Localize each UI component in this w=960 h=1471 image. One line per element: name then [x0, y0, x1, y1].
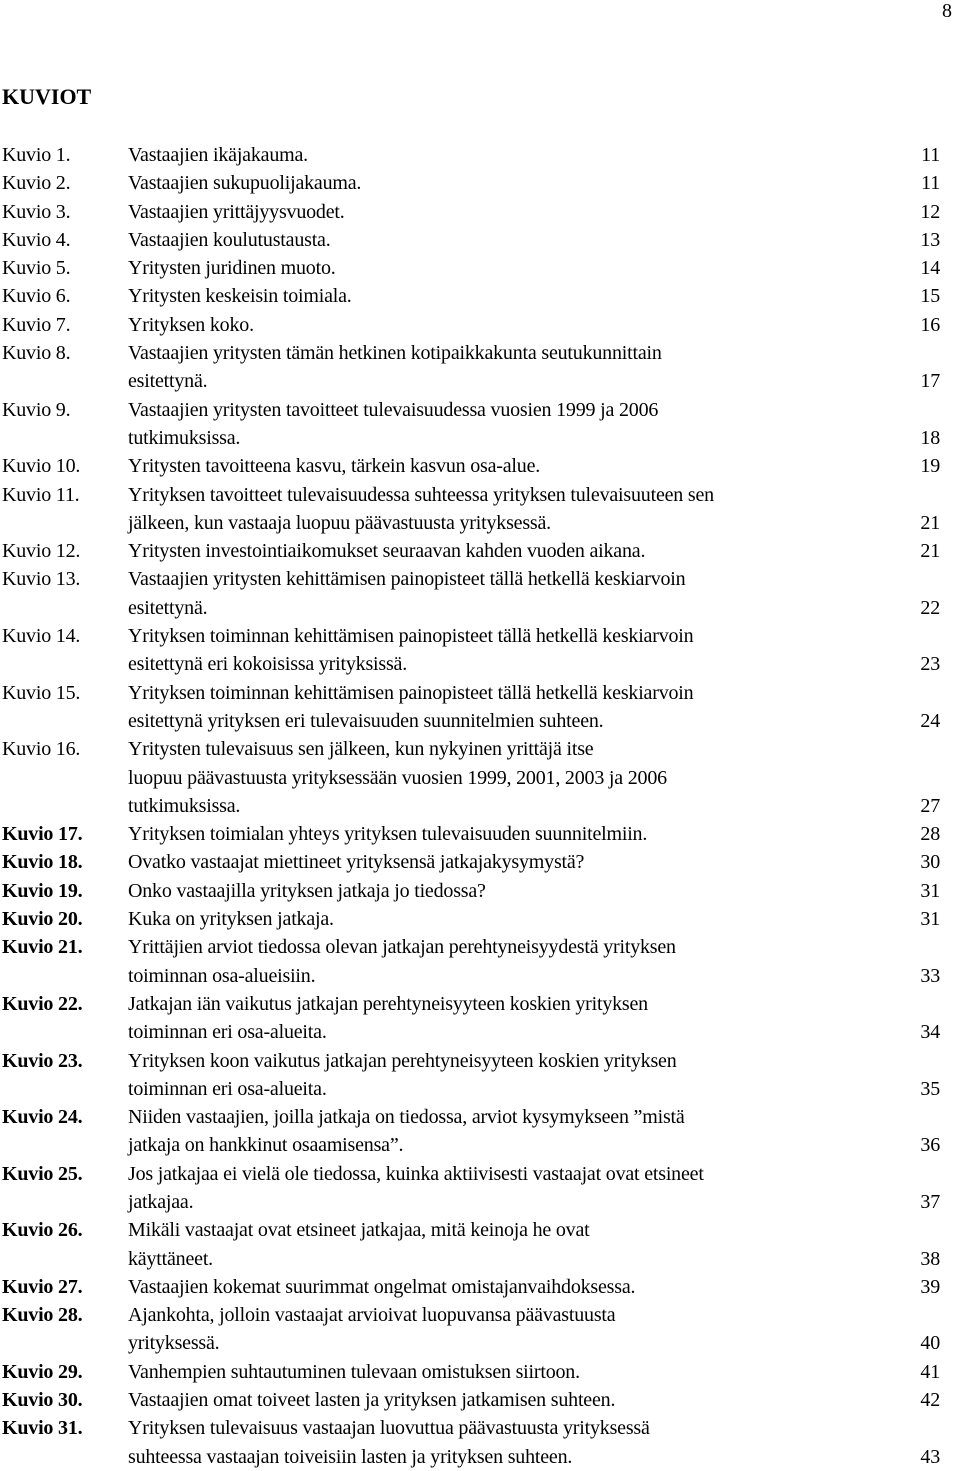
caption-text: Jatkajan iän vaikutus jatkajan perehtyneisyyteen koskien yrityksen	[128, 992, 648, 1015]
list-item	[2, 1386, 940, 1414]
list-item	[2, 679, 940, 736]
list-item	[2, 282, 940, 310]
list-item	[2, 169, 940, 197]
page-reference: 22	[920, 596, 940, 619]
page-reference: 19	[920, 455, 940, 478]
caption-line	[128, 764, 940, 792]
caption-line	[128, 594, 940, 622]
figure-label: Kuvio 16.	[2, 738, 81, 761]
caption-line	[128, 311, 940, 339]
list-item	[2, 452, 940, 480]
list-item	[2, 141, 940, 169]
page-reference: 23	[920, 653, 940, 676]
page-reference: 36	[920, 1134, 940, 1157]
figure-caption	[128, 990, 940, 1047]
figure-label: Kuvio 7.	[2, 313, 71, 336]
caption-line	[128, 962, 940, 990]
caption-text: Yrityksen toiminnan kehittämisen painopisteet tällä hetkellä keskiarvoin	[128, 625, 694, 648]
caption-text: käyttäneet.	[128, 1247, 213, 1270]
caption-text: Yrityksen toiminnan kehittämisen painopisteet tällä hetkellä keskiarvoin	[128, 681, 694, 704]
caption-text: esitettynä eri kokoisissa yrityksissä.	[128, 653, 408, 676]
caption-text: Vastaajien ikäjakauma.	[128, 144, 308, 166]
list-item	[2, 1358, 940, 1386]
list-item	[2, 877, 940, 905]
caption-text: Yrityksen toimialan yhteys yrityksen tulevaisuuden suunnitelmiin.	[128, 823, 648, 846]
list-item	[2, 622, 940, 679]
caption-text: suhteessa vastaajan toiveisiin lasten ja yrityksen suhteen.	[128, 1445, 573, 1468]
list-item	[2, 1301, 940, 1358]
caption-text: toiminnan eri osa-alueita.	[128, 1021, 327, 1044]
figure-caption	[128, 1160, 940, 1217]
list-item	[2, 537, 940, 565]
figure-label: Kuvio 17.	[2, 823, 83, 846]
list-item	[2, 990, 940, 1047]
figure-caption	[128, 481, 940, 538]
caption-line	[128, 1414, 940, 1442]
page-reference: 40	[920, 1332, 940, 1355]
figure-label: Kuvio 29.	[2, 1360, 83, 1383]
caption-line	[128, 1386, 940, 1414]
figure-label: Kuvio 10.	[2, 455, 81, 478]
caption-line	[128, 1131, 940, 1159]
caption-line	[128, 679, 940, 707]
caption-text: tutkimuksissa.	[128, 794, 241, 817]
figure-label: Kuvio 9.	[2, 398, 71, 421]
caption-line	[128, 735, 940, 763]
figure-caption	[128, 1103, 940, 1160]
caption-text: toiminnan osa-alueisiin.	[128, 964, 316, 987]
figure-label: Kuvio 31.	[2, 1417, 83, 1440]
caption-text: tutkimuksissa.	[128, 426, 241, 449]
figure-label: Kuvio 6.	[2, 285, 71, 308]
list-item	[2, 1273, 940, 1301]
caption-text: Vastaajien yrittäjyysvuodet.	[128, 200, 345, 223]
figure-caption	[128, 1386, 940, 1414]
figure-caption	[128, 254, 940, 282]
list-item	[2, 1414, 940, 1471]
figure-caption	[128, 905, 940, 933]
caption-text: esitettynä yrityksen eri tulevaisuuden suunnitelmien suhteen.	[128, 709, 604, 732]
caption-line	[128, 1188, 940, 1216]
page-reference: 34	[920, 1021, 940, 1044]
caption-line	[128, 707, 940, 735]
caption-line	[128, 339, 940, 367]
figure-label: Kuvio 21.	[2, 936, 83, 959]
caption-text: Vastaajien yritysten tavoitteet tulevaisuudessa vuosien 1999 ja 2006	[128, 398, 659, 421]
caption-line	[128, 481, 940, 509]
caption-line	[128, 792, 940, 820]
page-reference: 41	[920, 1360, 940, 1383]
list-item	[2, 198, 940, 226]
caption-text: Yrittäjien arviot tiedossa olevan jatkajan perehtyneisyydestä yrityksen	[128, 936, 676, 959]
page-reference: 31	[920, 879, 940, 902]
caption-text: Vastaajien omat toiveet lasten ja yrityksen jatkamisen suhteen.	[128, 1389, 616, 1412]
caption-line	[128, 1075, 940, 1103]
caption-text: Yrityksen tulevaisuus vastaajan luovuttua päävastuusta yrityksessä	[128, 1417, 650, 1440]
figure-label: Kuvio 28.	[2, 1304, 83, 1327]
figure-label: Kuvio 19.	[2, 879, 83, 902]
caption-text: Mikäli vastaajat ovat etsineet jatkajaa, mitä keinoja he ovat	[128, 1219, 590, 1242]
figure-caption	[128, 1301, 940, 1358]
caption-line	[128, 537, 940, 565]
figure-list	[2, 141, 940, 1471]
caption-text: Vastaajien sukupuolijakauma.	[128, 172, 362, 195]
page-reference: 28	[920, 823, 940, 846]
caption-text: esitettynä.	[128, 370, 208, 393]
caption-text: Yrityksen koon vaikutus jatkajan perehtyneisyyteen koskien yrityksen	[128, 1049, 677, 1072]
figure-caption	[128, 452, 940, 480]
figure-label: Kuvio 3.	[2, 200, 71, 223]
figure-caption	[128, 1358, 940, 1386]
figure-label: Kuvio 2.	[2, 172, 71, 195]
list-item	[2, 848, 940, 876]
caption-text: toiminnan eri osa-alueita.	[128, 1077, 327, 1100]
figure-label: Kuvio 11.	[2, 483, 80, 506]
caption-text: Yritysten tavoitteena kasvu, tärkein kasvun osa-alue.	[128, 455, 541, 478]
figure-label: Kuvio 25.	[2, 1162, 83, 1185]
figure-caption	[128, 396, 940, 453]
caption-line	[128, 933, 940, 961]
figure-caption	[128, 848, 940, 876]
caption-line	[128, 905, 940, 933]
page-reference: 30	[920, 851, 940, 874]
caption-line	[128, 396, 940, 424]
caption-text: Yritysten investointiaikomukset seuraavan kahden vuoden aikana.	[128, 540, 646, 563]
list-item	[2, 396, 940, 453]
figure-label: Kuvio 18.	[2, 851, 83, 874]
figure-label: Kuvio 5.	[2, 257, 71, 280]
caption-line	[128, 1358, 940, 1386]
caption-text: Jos jatkajaa ei vielä ole tiedossa, kuinka aktiivisesti vastaajat ovat etsineet	[128, 1162, 704, 1185]
figure-caption	[128, 877, 940, 905]
list-item	[2, 820, 940, 848]
caption-line	[128, 848, 940, 876]
page-reference: 38	[920, 1247, 940, 1270]
caption-text: Vastaajien kokemat suurimmat ongelmat omistajanvaihdoksessa.	[128, 1275, 636, 1298]
list-item	[2, 226, 940, 254]
caption-line	[128, 1018, 940, 1046]
figure-caption	[128, 537, 940, 565]
page-reference: 42	[920, 1389, 940, 1412]
caption-text: Yritysten juridinen muoto.	[128, 257, 336, 280]
caption-line	[128, 990, 940, 1018]
list-item	[2, 1103, 940, 1160]
figure-label: Kuvio 20.	[2, 908, 83, 931]
caption-line	[128, 1216, 940, 1244]
page-reference: 11	[921, 144, 940, 166]
figure-label: Kuvio 1.	[2, 144, 71, 166]
caption-line	[128, 226, 940, 254]
figure-caption	[128, 565, 940, 622]
page-reference: 11	[921, 172, 940, 195]
caption-text: Vastaajien yritysten tämän hetkinen kotipaikkakunta seutukunnittain	[128, 342, 662, 365]
caption-text: Onko vastaajilla yrityksen jatkaja jo tiedossa?	[128, 879, 486, 902]
figure-label: Kuvio 27.	[2, 1275, 83, 1298]
caption-line	[128, 509, 940, 537]
caption-line	[128, 1103, 940, 1131]
list-item	[2, 311, 940, 339]
list-item	[2, 254, 940, 282]
caption-text: Niiden vastaajien, joilla jatkaja on tiedossa, arviot kysymykseen ”mistä	[128, 1106, 685, 1129]
figure-caption	[128, 1273, 940, 1301]
caption-line	[128, 1443, 940, 1471]
caption-line	[128, 198, 940, 226]
figure-label: Kuvio 4.	[2, 228, 71, 251]
caption-line	[128, 1245, 940, 1273]
caption-text: yrityksessä.	[128, 1332, 220, 1355]
list-item	[2, 481, 940, 538]
caption-line	[128, 1329, 940, 1357]
caption-line	[128, 820, 940, 848]
page-reference: 18	[920, 426, 940, 449]
caption-text: jälkeen, kun vastaaja luopuu päävastuusta yrityksessä.	[128, 511, 551, 534]
figure-label: Kuvio 24.	[2, 1106, 83, 1129]
page-reference: 13	[920, 228, 940, 251]
caption-line	[128, 1047, 940, 1075]
caption-line	[128, 141, 940, 169]
caption-line	[128, 650, 940, 678]
list-item	[2, 1160, 940, 1217]
list-item	[2, 933, 940, 990]
caption-text: Yritysten tulevaisuus sen jälkeen, kun nykyinen yrittäjä itse	[128, 738, 594, 761]
page-reference: 33	[920, 964, 940, 987]
caption-line	[128, 452, 940, 480]
caption-line	[128, 565, 940, 593]
page-reference: 21	[920, 511, 940, 534]
list-item	[2, 1047, 940, 1104]
list-item	[2, 1216, 940, 1273]
page-reference: 31	[920, 908, 940, 931]
caption-text: jatkajaa.	[128, 1190, 194, 1213]
caption-text: Yritysten keskeisin toimiala.	[128, 285, 352, 308]
caption-line	[128, 877, 940, 905]
caption-text: esitettynä.	[128, 596, 208, 619]
page-reference: 24	[920, 709, 940, 732]
page-reference: 35	[920, 1077, 940, 1100]
page-reference: 17	[920, 370, 940, 393]
caption-text: Ovatko vastaajat miettineet yrityksensä jatkajakysymystä?	[128, 851, 585, 874]
caption-line	[128, 622, 940, 650]
caption-line	[128, 1273, 940, 1301]
page-number: 8	[942, 0, 952, 22]
list-item	[2, 565, 940, 622]
figure-label: Kuvio 14.	[2, 625, 81, 648]
caption-line	[128, 169, 940, 197]
figure-label: Kuvio 8.	[2, 342, 71, 365]
figure-label: Kuvio 26.	[2, 1219, 83, 1242]
page-reference: 27	[920, 794, 940, 817]
caption-text: Vastaajien yritysten kehittämisen painopisteet tällä hetkellä keskiarvoin	[128, 568, 686, 591]
figure-caption	[128, 226, 940, 254]
list-item	[2, 905, 940, 933]
caption-text: luopuu päävastuusta yrityksessään vuosien 1999, 2001, 2003 ja 2006	[128, 766, 667, 789]
page-reference: 14	[920, 257, 940, 280]
figure-caption	[128, 339, 940, 396]
caption-text: Kuka on yrityksen jatkaja.	[128, 908, 334, 931]
page-reference: 16	[920, 313, 940, 336]
figure-caption	[128, 141, 940, 169]
figure-label: Kuvio 23.	[2, 1049, 83, 1072]
caption-text: Yrityksen koko.	[128, 313, 254, 336]
list-item	[2, 339, 940, 396]
caption-text: Ajankohta, jolloin vastaajat arvioivat luopuvansa päävastuusta	[128, 1304, 616, 1327]
caption-text: Vastaajien koulutustausta.	[128, 228, 331, 251]
figure-caption	[128, 1047, 940, 1104]
caption-text: Yrityksen tavoitteet tulevaisuudessa suhteessa yrityksen tulevaisuuteen sen	[128, 483, 714, 506]
figure-caption	[128, 735, 940, 820]
figure-caption	[128, 1216, 940, 1273]
figure-label: Kuvio 13.	[2, 568, 81, 591]
figure-caption	[128, 933, 940, 990]
page-reference: 15	[920, 285, 940, 308]
figure-label: Kuvio 12.	[2, 540, 81, 563]
figure-label: Kuvio 15.	[2, 681, 81, 704]
caption-line	[128, 367, 940, 395]
page-reference: 39	[920, 1275, 940, 1298]
caption-text: Vanhempien suhtautuminen tulevaan omistuksen siirtoon.	[128, 1360, 580, 1383]
figure-label: Kuvio 22.	[2, 992, 83, 1015]
caption-line	[128, 1160, 940, 1188]
list-item	[2, 735, 940, 820]
page-reference: 12	[920, 200, 940, 223]
figure-caption	[128, 282, 940, 310]
page-reference: 37	[920, 1190, 940, 1213]
page-title: KUVIOT	[2, 84, 92, 109]
caption-text: jatkaja on hankkinut osaamisensa”.	[128, 1134, 404, 1157]
figure-caption	[128, 1414, 940, 1471]
page-reference: 21	[920, 540, 940, 563]
caption-line	[128, 254, 940, 282]
caption-line	[128, 282, 940, 310]
figure-label: Kuvio 30.	[2, 1389, 83, 1412]
figure-caption	[128, 679, 940, 736]
figure-caption	[128, 169, 940, 197]
caption-line	[128, 424, 940, 452]
figure-caption	[128, 622, 940, 679]
figure-caption	[128, 198, 940, 226]
caption-line	[128, 1301, 940, 1329]
figure-caption	[128, 820, 940, 848]
figure-caption	[128, 311, 940, 339]
page-reference: 43	[920, 1445, 940, 1468]
